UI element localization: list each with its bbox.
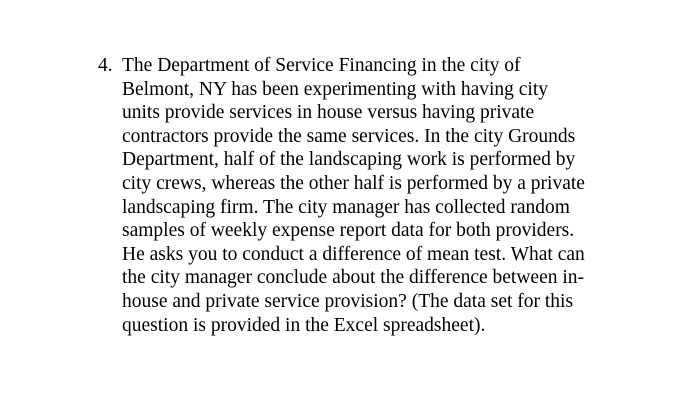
question-line: landscaping firm. The city manager has collected random [122, 196, 570, 218]
question-line: He asks you to conduct a difference of mean test. What can [122, 243, 585, 265]
question-line: the city manager conclude about the difference between in- [122, 267, 585, 289]
question-line: Department, half of the landscaping work is performed by [122, 149, 576, 171]
question-line: question is provided in the Excel spreadsheet). [122, 314, 486, 336]
question-line: house and private service provision? (The data set for this [122, 290, 574, 312]
question-line: contractors provide the same services. In the city Grounds [122, 125, 576, 147]
question-number: 4. [98, 55, 113, 76]
question-line: Belmont, NY has been experimenting with having city [122, 78, 549, 100]
question-line: city crews, whereas the other half is performed by a private [122, 172, 585, 194]
question-line: samples of weekly expense report data for both providers. [122, 220, 575, 242]
question-text [122, 54, 662, 337]
question-line: The Department of Service Financing in the city of [122, 55, 521, 76]
question-line: units provide services in house versus having private [122, 102, 535, 124]
